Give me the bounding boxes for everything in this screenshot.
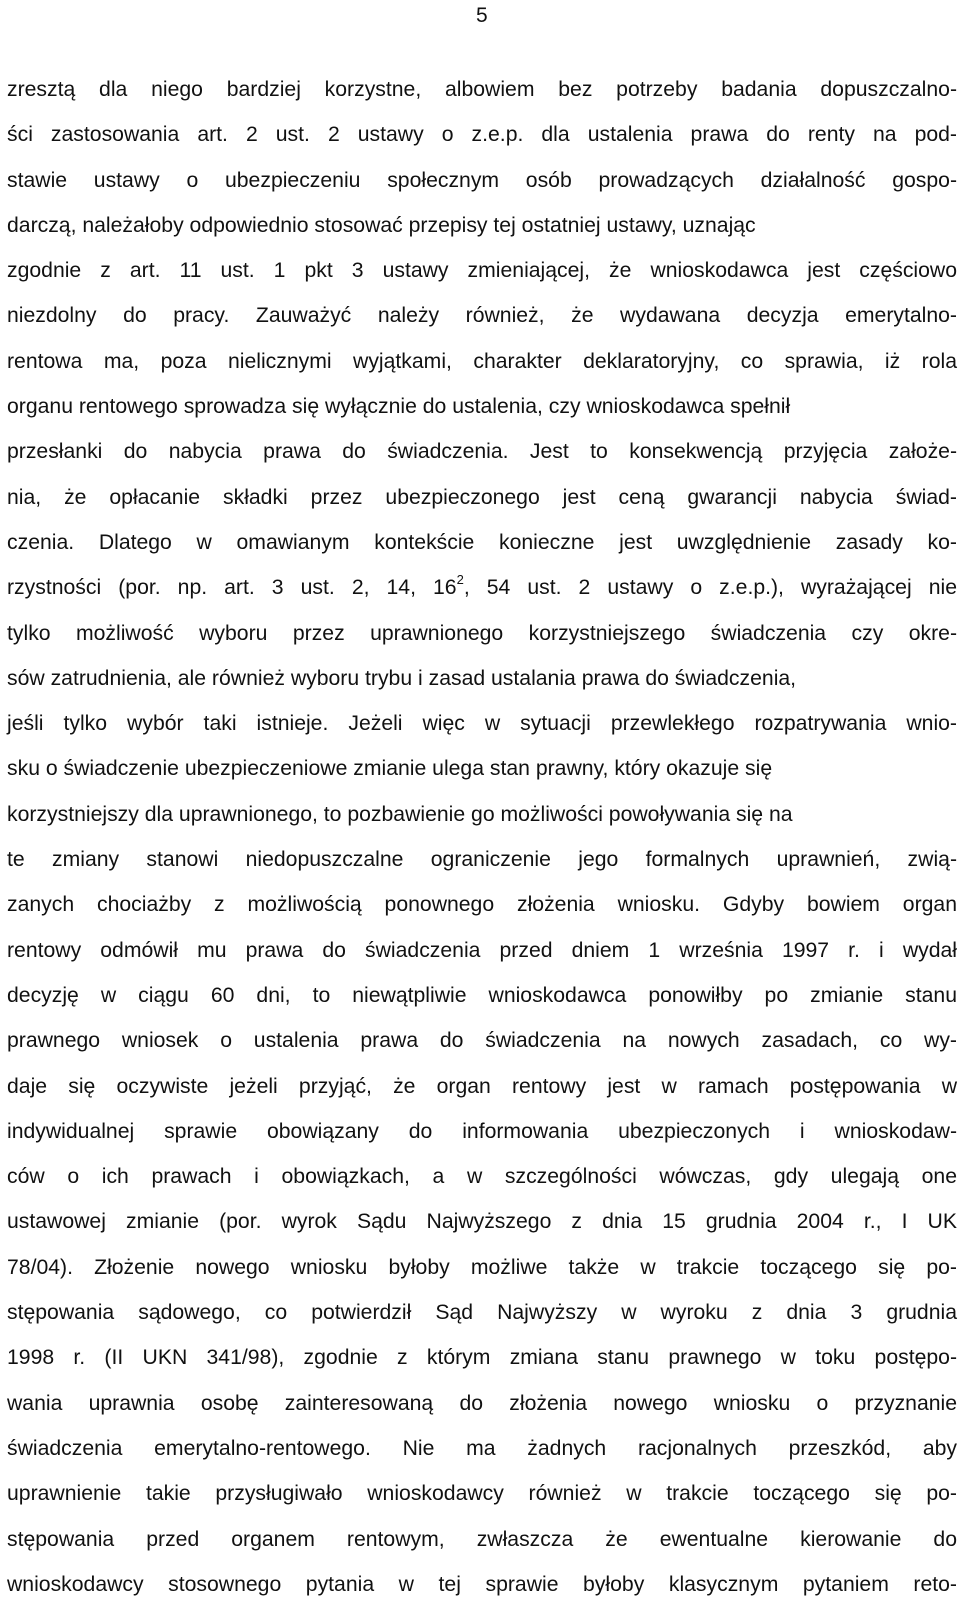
text-segment: rzystności (por. np. art. 3 ust. 2, 14, 16 xyxy=(7,576,457,600)
text-line: zanych chociażby z możliwością ponownego złożenia wniosku. Gdyby bowiem organ xyxy=(7,893,957,917)
text-line: niezdolny do pracy. Zauważyć należy również, że wydawana decyzja emerytalno- xyxy=(7,304,957,328)
text-line: daje się oczywiste jeżeli przyjąć, że organ rentowy jest w ramach postępowania w xyxy=(7,1074,957,1098)
text-line: 1998 r. (II UKN 341/98), zgodnie z którym zmiana stanu prawnego w toku postępo- xyxy=(7,1346,957,1370)
page-number: 5 xyxy=(476,4,488,27)
text-line xyxy=(7,565,957,610)
text-line: wnioskodawcy stosownego pytania w tej sprawie byłoby klasycznym pytaniem reto- xyxy=(7,1572,957,1596)
text-line: darczą, należałoby odpowiednio stosować przepisy tej ostatniej ustawy, uznając xyxy=(7,213,756,237)
text-line: tylko możliwość wyboru przez uprawnionego korzystniejszego świadczenia czy okre- xyxy=(7,621,957,645)
text-line: rentowy odmówił mu prawa do świadczenia przed dniem 1 września 1997 r. i wydał xyxy=(7,938,957,962)
text-line: sku o świadczenie ubezpieczeniowe zmianie ulega stan prawny, który okazuje się xyxy=(7,757,773,781)
text-line: świadczenia emerytalno-rentowego. Nie ma żadnych racjonalnych przeszkód, aby xyxy=(7,1436,957,1460)
text-line: decyzję w ciągu 60 dni, to niewątpliwie wnioskodawca ponowiłby po zmianie stanu xyxy=(7,983,957,1007)
text-segment: , 54 ust. 2 ustawy o z.e.p.), wyrażającej nie xyxy=(463,576,957,600)
text-line: przesłanki do nabycia prawa do świadczenia. Jest to konsekwencją przyjęcia założe- xyxy=(7,440,957,464)
text-line: organu rentowego sprowadza się wyłącznie do ustalenia, czy wnioskodawca spełnił xyxy=(7,395,791,419)
text-line: stawie ustawy o ubezpieczeniu społecznym osób prowadzących działalność gospo- xyxy=(7,168,957,192)
text-line: sów zatrudnienia, ale również wyboru trybu i zasad ustalania prawa do świadczenia, xyxy=(7,666,797,690)
text-line: ców o ich prawach i obowiązkach, a w szczególności wówczas, gdy ulegają one xyxy=(7,1165,957,1189)
text-line: rentowa ma, poza nielicznymi wyjątkami, charakter deklaratoryjny, co sprawia, iż rola xyxy=(7,349,957,373)
text-line: ustawowej zmianie (por. wyrok Sądu Najwyższego z dnia 15 grudnia 2004 r., I UK xyxy=(7,1210,957,1234)
text-line: nia, że opłacanie składki przez ubezpieczonego jest ceną gwarancji nabycia świad- xyxy=(7,485,957,509)
text-line: uprawnienie takie przysługiwało wnioskodawcy również w trakcie toczącego się po- xyxy=(7,1482,957,1506)
text-line: stępowania przed organem rentowym, zwłaszcza że ewentualne kierowanie do xyxy=(7,1527,957,1551)
text-line: korzystniejszy dla uprawnionego, to pozbawienie go możliwości powoływania się na xyxy=(7,802,793,826)
superscript: 2 xyxy=(456,572,464,588)
text-line: ści zastosowania art. 2 ust. 2 ustawy o z.e.p. dla ustalenia prawa do renty na pod- xyxy=(7,123,957,147)
text-line: prawnego wniosek o ustalenia prawa do świadczenia na nowych zasadach, co wy- xyxy=(7,1029,957,1053)
text-line: indywidualnej sprawie obowiązany do informowania ubezpieczonych i wnioskodaw- xyxy=(7,1119,957,1143)
text-line: zgodnie z art. 11 ust. 1 pkt 3 ustawy zmieniającej, że wnioskodawca jest częściowo xyxy=(7,259,957,283)
text-line: wania uprawnia osobę zainteresowaną do złożenia nowego wniosku o przyznanie xyxy=(7,1391,957,1415)
text-line: 78/04). Złożenie nowego wniosku byłoby możliwe także w trakcie toczącego się po- xyxy=(7,1255,957,1279)
body-text xyxy=(7,67,957,1607)
text-line: jeśli tylko wybór taki istnieje. Jeżeli więc w sytuacji przewlekłego rozpatrywania wnio- xyxy=(7,712,957,736)
text-line: czenia. Dlatego w omawianym kontekście konieczne jest uwzględnienie zasady ko- xyxy=(7,530,957,554)
text-line: zresztą dla niego bardziej korzystne, albowiem bez potrzeby badania dopuszczalno- xyxy=(7,78,957,101)
text-line: te zmiany stanowi niedopuszczalne ograniczenie jego formalnych uprawnień, zwią- xyxy=(7,848,957,872)
text-line: stępowania sądowego, co potwierdził Sąd Najwyższy w wyroku z dnia 3 grudnia xyxy=(7,1301,957,1325)
